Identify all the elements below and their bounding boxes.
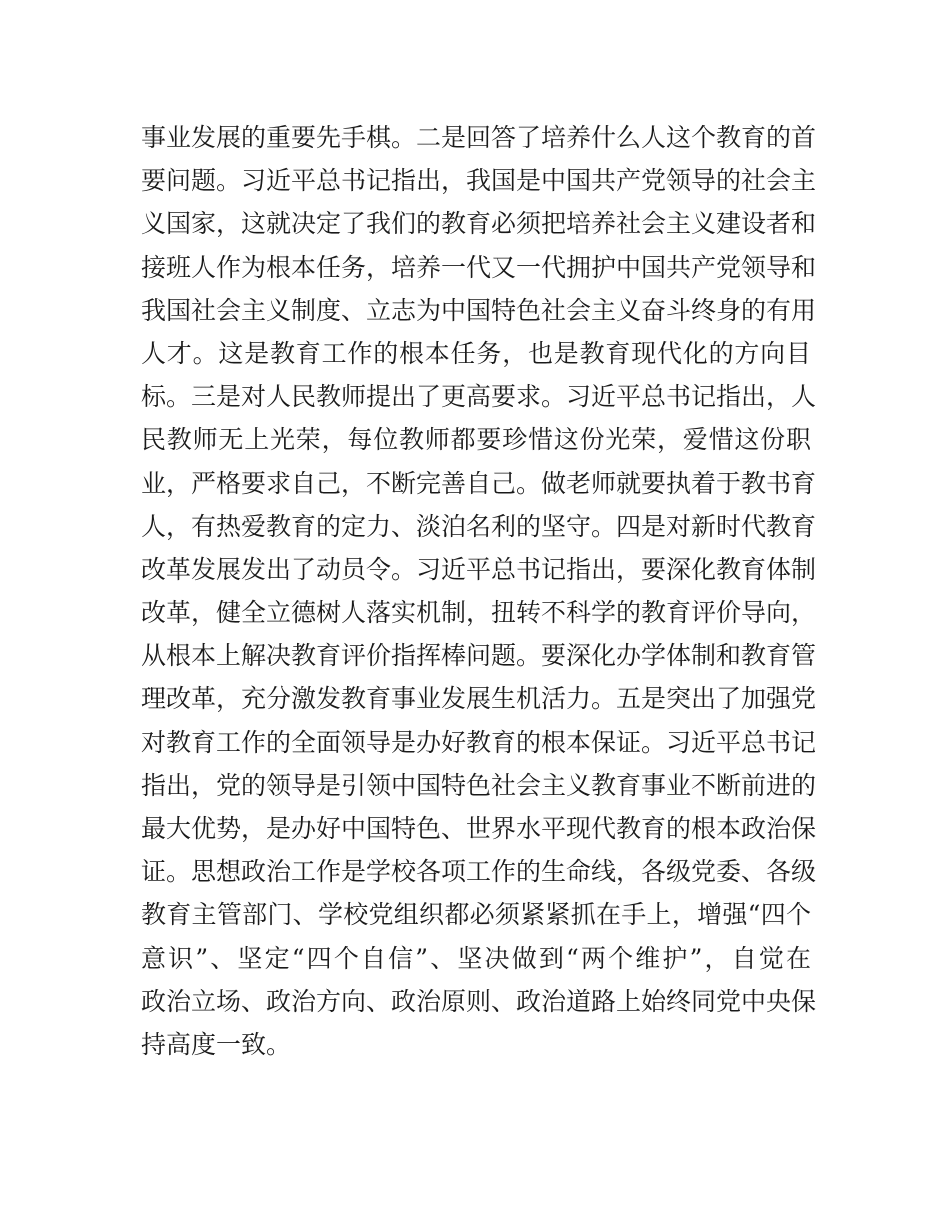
text-line: 人，有热爱教育的定力、淡泊名利的坚守。四是对新时代教育	[141, 511, 817, 541]
text-line: 最大优势，是办好中国特色、世界水平现代教育的根本政治保	[141, 814, 817, 843]
text-line: 改革，健全立德树人落实机制，扭转不科学的教育评价导向，	[141, 598, 817, 628]
text-line: 民教师无上光荣，每位教师都要珍惜这份光荣，爱惜这份职	[141, 425, 811, 455]
text-line: 义国家，这就决定了我们的教育必须把培养社会主义建设者和	[141, 209, 817, 239]
text-line: 意识”、坚定“四个自信”、坚决做到“两个维护”，自觉在	[141, 943, 811, 973]
text-line: 教育主管部门、学校党组织都必须紧紧抓在手上，增强“四个	[141, 900, 811, 930]
text-line: 人才。这是教育工作的根本任务，也是教育现代化的方向目	[141, 338, 811, 368]
text-line: 从根本上解决教育评价指挥棒问题。要深化办学体制和教育管	[141, 641, 817, 671]
text-line: 改革发展发出了动员令。习近平总书记指出，要深化教育体制	[141, 554, 817, 584]
text-line: 我国社会主义制度、立志为中国特色社会主义奋斗终身的有用	[141, 295, 817, 325]
text-line: 标。三是对人民教师提出了更高要求。习近平总书记指出，人	[141, 382, 817, 412]
text-line: 理改革，充分激发教育事业发展生机活力。五是突出了加强党	[141, 684, 817, 714]
text-line: 政治立场、政治方向、政治原则、政治道路上始终同党中央保	[141, 986, 817, 1016]
text-line-last: 持高度一致。	[141, 1029, 292, 1059]
text-line: 接班人作为根本任务，培养一代又一代拥护中国共产党领导和	[141, 252, 817, 282]
text-line: 证。思想政治工作是学校各项工作的生命线，各级党委、各级	[141, 857, 817, 887]
text-line: 事业发展的重要先手棋。二是回答了培养什么人这个教育的首	[141, 123, 817, 152]
text-line: 对教育工作的全面领导是办好教育的根本保证。习近平总书记	[141, 727, 817, 757]
text-line: 指出，党的领导是引领中国特色社会主义教育事业不断前进的	[141, 770, 817, 800]
body-paragraph	[141, 116, 817, 1066]
text-line: 要问题。习近平总书记指出，我国是中国共产党领导的社会主	[141, 166, 817, 196]
text-line: 业，严格要求自己，不断完善自己。做老师就要执着于教书育	[141, 468, 817, 498]
